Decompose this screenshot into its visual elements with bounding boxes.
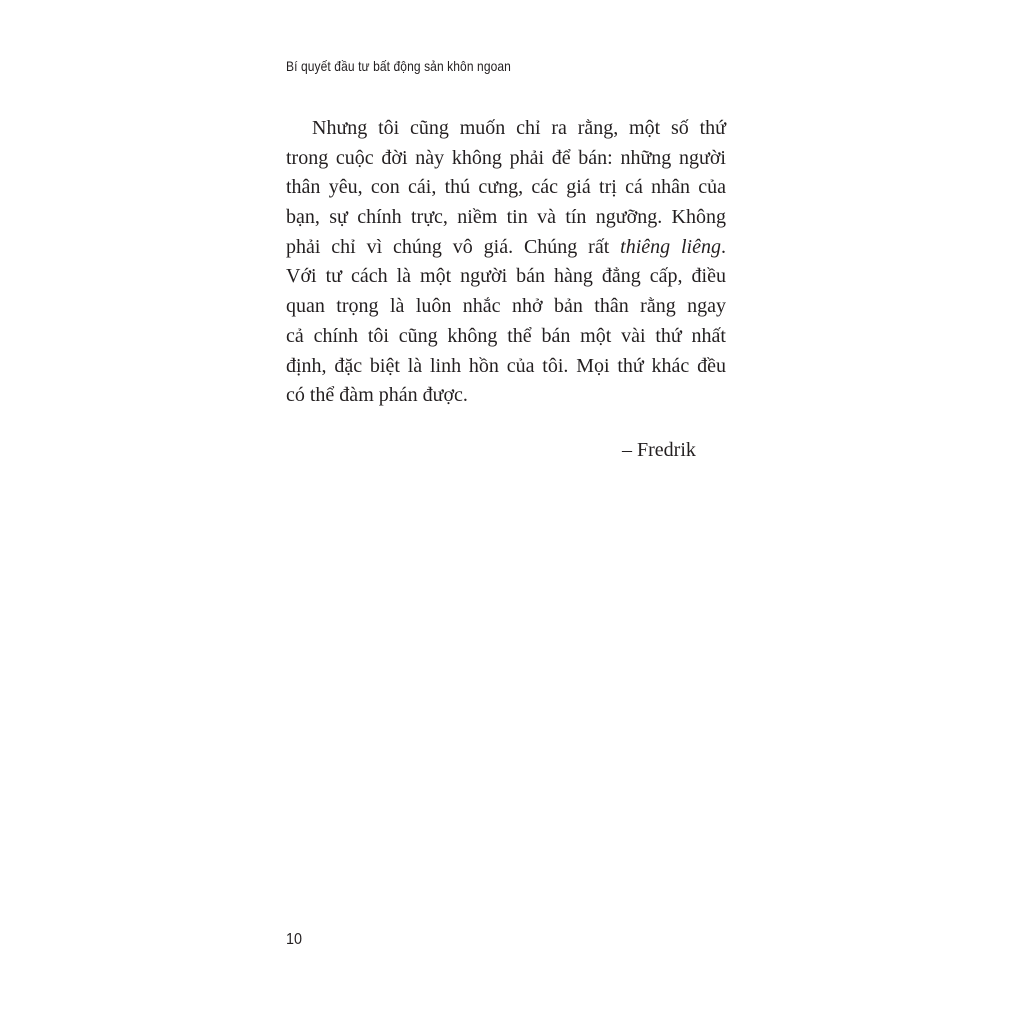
emphasized-text: thiêng liêng	[620, 235, 721, 258]
body-paragraph	[286, 114, 726, 411]
text-line: cả chính tôi cũng không thể bán một vài thứ nhất	[286, 324, 726, 347]
text-segment: .	[721, 235, 726, 258]
text-line-with-emphasis	[286, 233, 726, 263]
text-line: Với tư cách là một người bán hàng đẳng cấp, điều	[286, 265, 726, 288]
author-signature: – Fredrik	[622, 439, 696, 461]
text-line: trong cuộc đời này không phải để bán: những người	[286, 146, 726, 169]
text-line: có thể đàm phán được.	[286, 384, 468, 407]
running-header: Bí quyết đầu tư bất động sản khôn ngoan	[286, 58, 511, 74]
page-number: 10	[286, 931, 303, 948]
text-line: định, đặc biệt là linh hồn của tôi. Mọi thứ khác đều	[286, 354, 726, 377]
text-line: Nhưng tôi cũng muốn chỉ ra rằng, một số thứ	[312, 117, 726, 139]
text-line: bạn, sự chính trực, niềm tin và tín ngưỡng. Không	[286, 206, 726, 229]
text-line: thân yêu, con cái, thú cưng, các giá trị cá nhân của	[286, 176, 726, 199]
text-line: quan trọng là luôn nhắc nhở bản thân rằng ngay	[286, 295, 726, 318]
text-segment: phải chỉ vì chúng vô giá. Chúng rất	[286, 235, 621, 258]
